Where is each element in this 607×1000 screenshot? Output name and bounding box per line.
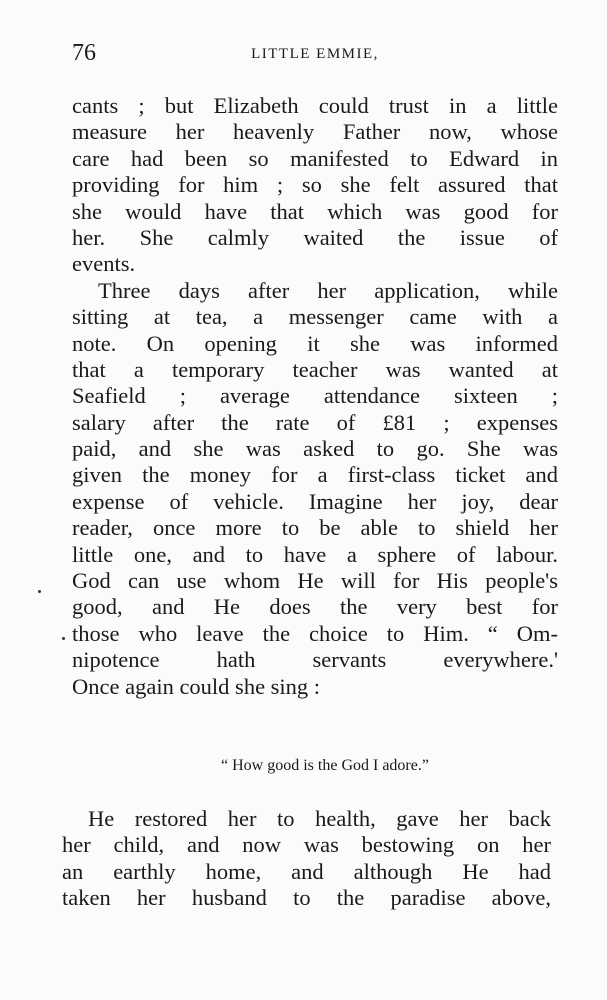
text-line: nipotence hath servants everywhere.'	[72, 647, 558, 673]
page-number: 76	[72, 40, 96, 66]
text-line: Once again could she sing :	[72, 673, 321, 699]
text-line: reader, once more to be able to shield her	[72, 515, 558, 541]
text-line: her. She calmly waited the issue of	[72, 224, 558, 250]
text-line: care had been so manifested to Edward in	[72, 145, 558, 171]
text-line: an earthly home, and although He had	[62, 858, 551, 884]
text-line: expense of vehicle. Imagine her joy, dear	[72, 488, 558, 514]
paragraph-1	[72, 93, 558, 278]
text-line: events.	[72, 251, 136, 277]
text-line: that a temporary teacher was wanted at	[72, 356, 558, 382]
paragraph-3	[62, 806, 551, 912]
paragraph-2	[72, 278, 558, 700]
text-line: note. On opening it she was informed	[72, 330, 558, 356]
body-text-upper	[72, 93, 558, 700]
text-line: little one, and to have a sphere of labour.	[72, 541, 558, 567]
text-line: providing for him ; so she felt assured that	[72, 172, 558, 198]
text-line: Seafield ; average attendance sixteen ;	[72, 383, 558, 409]
text-line: good, and He does the very best for	[72, 594, 558, 620]
text-line: sitting at tea, a messenger came with a	[72, 304, 558, 330]
print-speck	[38, 590, 41, 593]
text-line: measure her heavenly Father now, whose	[72, 119, 558, 145]
print-speck	[62, 637, 65, 640]
text-line: taken her husband to the paradise above,	[62, 885, 551, 911]
text-line: God can use whom He will for His people's	[72, 568, 558, 594]
text-line: salary after the rate of £81 ; expenses	[72, 409, 558, 435]
text-line: paid, and she was asked to go. She was	[72, 436, 558, 462]
hymn-quote: “ How good is the God I adore.”	[221, 757, 429, 774]
text-line: Three days after her application, while	[98, 277, 558, 303]
page-header	[70, 40, 560, 70]
text-line: her child, and now was bestowing on her	[62, 832, 551, 858]
text-line: given the money for a first-class ticket and	[72, 462, 558, 488]
text-line: she would have that which was good for	[72, 198, 558, 224]
text-line: cants ; but Elizabeth could trust in a little	[72, 93, 558, 118]
text-line: He restored her to health, gave her back	[88, 806, 551, 831]
text-line: those who leave the choice to Him. “ Om-	[72, 620, 558, 646]
running-title: LITTLE EMMIE,	[251, 46, 379, 62]
